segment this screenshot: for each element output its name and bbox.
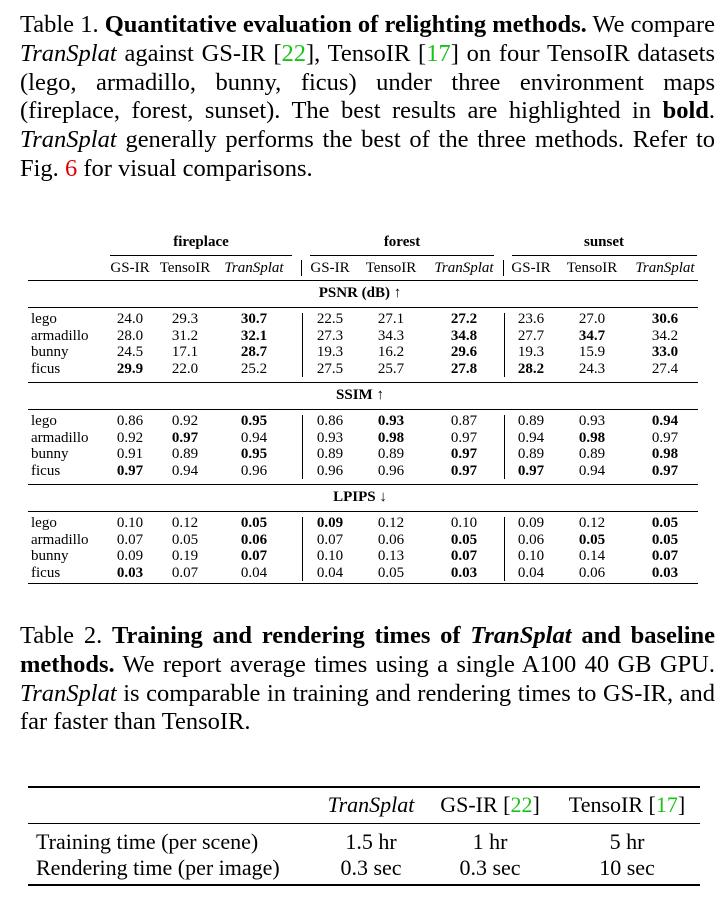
table-cell: 0.94 [240, 429, 268, 446]
method-header: TensoIR [159, 260, 211, 276]
table-cell: 0.12 [171, 515, 199, 531]
method-header: TranSplat [635, 260, 695, 276]
table-cell: 0.95 [240, 446, 268, 463]
table-cell: 24.5 [116, 344, 144, 361]
scene-label: armadillo [31, 531, 89, 548]
table-cell: 0.97 [651, 462, 679, 479]
table-cell: 0.03 [116, 564, 144, 581]
group-separator [504, 415, 505, 479]
table-cell: 17.1 [171, 344, 199, 361]
table-cell: 27.8 [450, 360, 478, 377]
table-cell: 0.97 [517, 462, 545, 479]
table-cell: 0.93 [578, 413, 606, 429]
table-cell: 0.89 [517, 446, 545, 463]
table2-title: Training and rendering times of TranSplat and baseline methods. [20, 622, 716, 678]
citation-link[interactable]: 17 [655, 792, 678, 817]
scene-label: lego [31, 413, 57, 429]
table-cell: 0.94 [651, 413, 679, 429]
table-cell: 0.89 [316, 446, 344, 463]
table-top-rule [28, 786, 700, 788]
table-cell: 31.2 [171, 327, 199, 344]
table-cell: 0.05 [377, 564, 405, 581]
table-bottom-rule [28, 884, 700, 886]
table-cell: 0.04 [240, 564, 268, 581]
caption-text: is comparable in training and rendering times to GS-IR, and far faster than TensoIR. [20, 679, 716, 736]
table-cell: 34.7 [578, 327, 606, 344]
table-rule [28, 280, 698, 281]
caption-text: ], TensoIR [ [306, 39, 427, 67]
table-cell: 25.2 [240, 360, 268, 377]
caption-text: against GS-IR [ [124, 39, 282, 67]
scene-label: ficus [31, 462, 61, 479]
table-cell: 0.95 [240, 413, 268, 429]
table-cell: 34.2 [651, 327, 679, 344]
table-cell: 0.12 [578, 515, 606, 531]
group-separator [302, 517, 303, 581]
table-cell: 1.5 hr [345, 829, 397, 854]
table-cell: 0.14 [578, 548, 606, 565]
group-separator [504, 313, 505, 377]
table-cell: 0.98 [651, 446, 679, 463]
caption-text: . [708, 97, 715, 125]
table-cell: 0.96 [240, 462, 268, 479]
env-map-header: sunset [583, 234, 625, 250]
table-cell: 0.10 [116, 515, 144, 531]
table-cell: 0.89 [517, 413, 545, 429]
table-rule [28, 583, 698, 584]
table-cell: 15.9 [578, 344, 606, 361]
table-cell: 0.09 [116, 548, 144, 565]
method-header: TranSplat [224, 260, 284, 276]
table-cell: 0.94 [578, 462, 606, 479]
method-header: TranSplat [327, 792, 415, 817]
table-cell: 27.3 [316, 327, 344, 344]
table-cell: 0.10 [450, 515, 478, 531]
table-cell: 30.7 [240, 311, 268, 327]
table-cell: 0.09 [316, 515, 344, 531]
table-cell: 16.2 [377, 344, 405, 361]
table-cell: 0.94 [171, 462, 199, 479]
table-cell: 24.0 [116, 311, 144, 327]
table-cell: 0.92 [116, 429, 144, 446]
caption-bold-word: bold [662, 97, 709, 125]
scene-label: armadillo [31, 429, 89, 446]
table-cell: 27.4 [651, 360, 679, 377]
table-cell: 0.13 [377, 548, 405, 565]
table-cell: 0.3 sec [340, 855, 402, 880]
table-cell: 25.7 [377, 360, 405, 377]
caption-text: We compare [592, 11, 716, 38]
table-cell: 19.3 [316, 344, 344, 361]
table-cell: 0.97 [171, 429, 199, 446]
table1-label: Table 1. [20, 11, 99, 38]
table-cell: 0.3 sec [459, 855, 521, 880]
citation-link-gsir[interactable]: 22 [281, 39, 307, 67]
table-cell: 5 hr [609, 829, 645, 854]
method-header: TranSplat [434, 260, 494, 276]
table-cell: 0.87 [450, 413, 478, 429]
timing-table [0, 780, 725, 890]
table-cell: 29.3 [171, 311, 199, 327]
table-cell: 0.91 [116, 446, 144, 463]
table-cell: 0.07 [171, 564, 199, 581]
group-separator [302, 415, 303, 479]
method-header: TensoIR [365, 260, 417, 276]
table-cell: 0.94 [517, 429, 545, 446]
figure-link[interactable]: 6 [64, 154, 78, 182]
method-header: TensoIR [566, 260, 618, 276]
table-cell: 0.06 [377, 531, 405, 548]
table-cell: 0.98 [578, 429, 606, 446]
scene-label: armadillo [31, 327, 89, 344]
table-cell: 0.96 [316, 462, 344, 479]
table-cell: 0.96 [377, 462, 405, 479]
table-cell: 29.9 [116, 360, 144, 377]
table-cell: 0.06 [517, 531, 545, 548]
table-cell: 0.07 [316, 531, 344, 548]
table-cell: 0.97 [450, 462, 478, 479]
table-cell: 0.07 [651, 548, 679, 565]
table-cell: 28.7 [240, 344, 268, 361]
table-cell: 0.86 [116, 413, 144, 429]
method-header: GS-IR [511, 260, 551, 276]
table-cell: 0.05 [450, 531, 478, 548]
table-cell: 0.86 [316, 413, 344, 429]
caption-text: We report average times using a single A100 40 GB GPU. [122, 650, 715, 678]
table-cell: 0.97 [450, 446, 478, 463]
table-cell: 0.06 [240, 531, 268, 548]
caption-text: ] on four TensoIR datasets (lego, armadillo, bunny, ficus) under three environment maps (fireplace, forest, sunset). The best results are highlighted in [20, 39, 715, 125]
table-cell: 0.12 [377, 515, 405, 531]
citation-link-tensoir[interactable]: 17 [426, 39, 451, 67]
env-map-header: fireplace [173, 234, 229, 250]
table-cell: 0.03 [450, 564, 478, 581]
citation-link[interactable]: 22 [510, 792, 533, 817]
table2-caption [20, 622, 715, 737]
header-separator [301, 260, 302, 276]
table-cell: 0.05 [651, 531, 679, 548]
header-separator [503, 260, 504, 276]
table-mid-rule [28, 823, 700, 824]
table-cell: 30.6 [651, 311, 679, 327]
table-cell: 0.10 [517, 548, 545, 565]
table-rule [28, 382, 698, 383]
table-cell: 23.6 [517, 311, 545, 327]
method-header: GS-IR [110, 260, 150, 276]
table-cell: 0.05 [240, 515, 268, 531]
table-cell: 0.19 [171, 548, 199, 565]
group-rule [310, 255, 494, 256]
table-cell: 1 hr [472, 829, 508, 854]
scene-label: bunny [31, 344, 69, 361]
table-cell: 0.97 [116, 462, 144, 479]
table-cell: 27.7 [517, 327, 545, 344]
table-cell: 0.97 [651, 429, 679, 446]
table-cell: 0.10 [316, 548, 344, 565]
table-cell: 0.89 [578, 446, 606, 463]
table-cell: 22.5 [316, 311, 344, 327]
scene-label: bunny [31, 446, 69, 463]
table-cell: 27.2 [450, 311, 478, 327]
table-cell: 0.06 [578, 564, 606, 581]
table-cell: 0.07 [116, 531, 144, 548]
table-rule [28, 484, 698, 485]
table-cell: 0.92 [171, 413, 199, 429]
table-cell: 34.3 [377, 327, 405, 344]
table-cell: 10 sec [599, 855, 655, 880]
table-cell: 0.98 [377, 429, 405, 446]
table-cell: 0.89 [377, 446, 405, 463]
method-name: TranSplat [20, 39, 117, 67]
table-cell: 0.05 [171, 531, 199, 548]
scene-label: bunny [31, 548, 69, 565]
scene-label: lego [31, 515, 57, 531]
group-separator [504, 517, 505, 581]
table-rule [28, 409, 698, 410]
table-cell: 0.93 [377, 413, 405, 429]
table-cell: 0.07 [450, 548, 478, 565]
table-cell: 28.2 [517, 360, 545, 377]
table-cell: 0.04 [517, 564, 545, 581]
table2-label: Table 2. [20, 622, 103, 649]
group-separator [302, 313, 303, 377]
method-header: GS-IR [22] [440, 792, 540, 817]
table1-title: Quantitative evaluation of relighting methods. [104, 11, 587, 38]
table-rule [28, 307, 698, 308]
caption-text: generally performs the best of the three methods. Refer to Fig. [20, 126, 716, 182]
caption-text: for visual comparisons. [83, 154, 313, 182]
table-cell: 22.0 [171, 360, 199, 377]
table-cell: 0.09 [517, 515, 545, 531]
table-rule [28, 511, 698, 512]
table-cell: 0.93 [316, 429, 344, 446]
table-cell: 0.04 [316, 564, 344, 581]
scene-label: ficus [31, 360, 61, 377]
group-rule [512, 255, 697, 256]
env-map-header: forest [383, 234, 421, 250]
method-name: TranSplat [20, 679, 117, 707]
method-header: GS-IR [310, 260, 350, 276]
table-cell: 28.0 [116, 327, 144, 344]
method-name: TranSplat [20, 126, 117, 154]
table-cell: 34.8 [450, 327, 478, 344]
table-cell: 27.5 [316, 360, 344, 377]
scene-label: lego [31, 311, 57, 327]
table-cell: 0.05 [651, 515, 679, 531]
table-cell: 0.07 [240, 548, 268, 565]
metric-header: PSNR (dB) ↑ [318, 285, 402, 301]
table-cell: 29.6 [450, 344, 478, 361]
row-label: Training time (per scene) [36, 829, 259, 854]
method-header: TensoIR [17] [568, 792, 686, 817]
table-cell: 19.3 [517, 344, 545, 361]
table-cell: 0.03 [651, 564, 679, 581]
table-cell: 27.0 [578, 311, 606, 327]
table-cell: 27.1 [377, 311, 405, 327]
table-cell: 0.97 [450, 429, 478, 446]
table-cell: 33.0 [651, 344, 679, 361]
table-cell: 0.05 [578, 531, 606, 548]
scene-label: ficus [31, 564, 61, 581]
metric-header: LPIPS ↓ [333, 489, 387, 505]
table-cell: 32.1 [240, 327, 268, 344]
group-rule [110, 255, 292, 256]
table-cell: 0.89 [171, 446, 199, 463]
row-label: Rendering time (per image) [36, 855, 280, 880]
metric-header: SSIM ↑ [336, 387, 384, 403]
table-cell: 24.3 [578, 360, 606, 377]
